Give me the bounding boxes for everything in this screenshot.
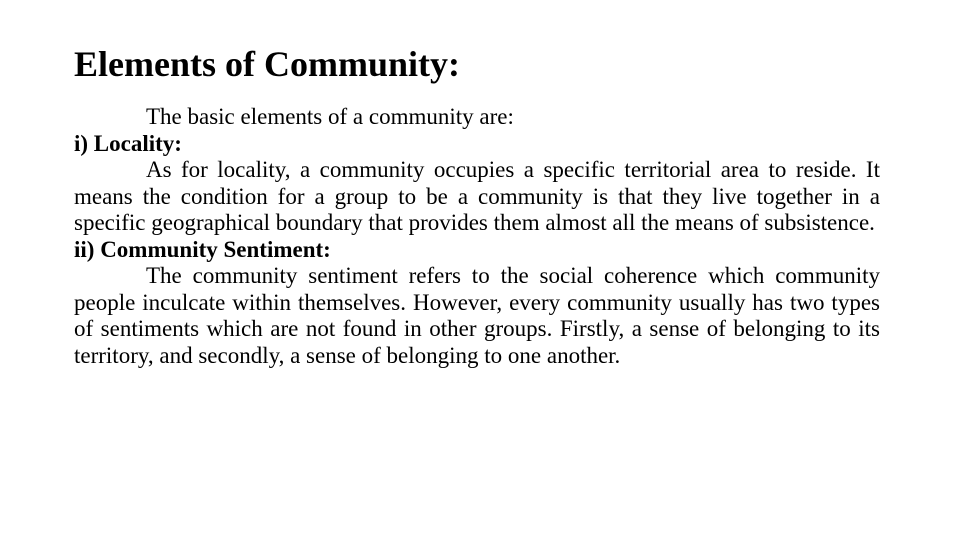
section-heading-locality: i) Locality: (74, 130, 182, 156)
intro-paragraph: The basic elements of a community are: (146, 104, 514, 129)
slide-title: Elements of Community: (74, 44, 460, 84)
section-heading-community-sentiment: ii) Community Sentiment: (74, 236, 331, 262)
slide-body (74, 104, 880, 369)
section-text-community-sentiment: The community sentiment refers to the social coherence which community people inculcate within themselves. However, every community usually has two types of sentiments which are not found in other groups. Firstly, a sense of belonging to its territory, and secondly, a sense of belonging to one another. (74, 263, 880, 368)
section-text-locality: As for locality, a community occupies a specific territorial area to reside. It means the condition for a group to be a community is that they live together in a specific geographical boundary that provides them almost all the means of subsistence. (74, 157, 880, 235)
